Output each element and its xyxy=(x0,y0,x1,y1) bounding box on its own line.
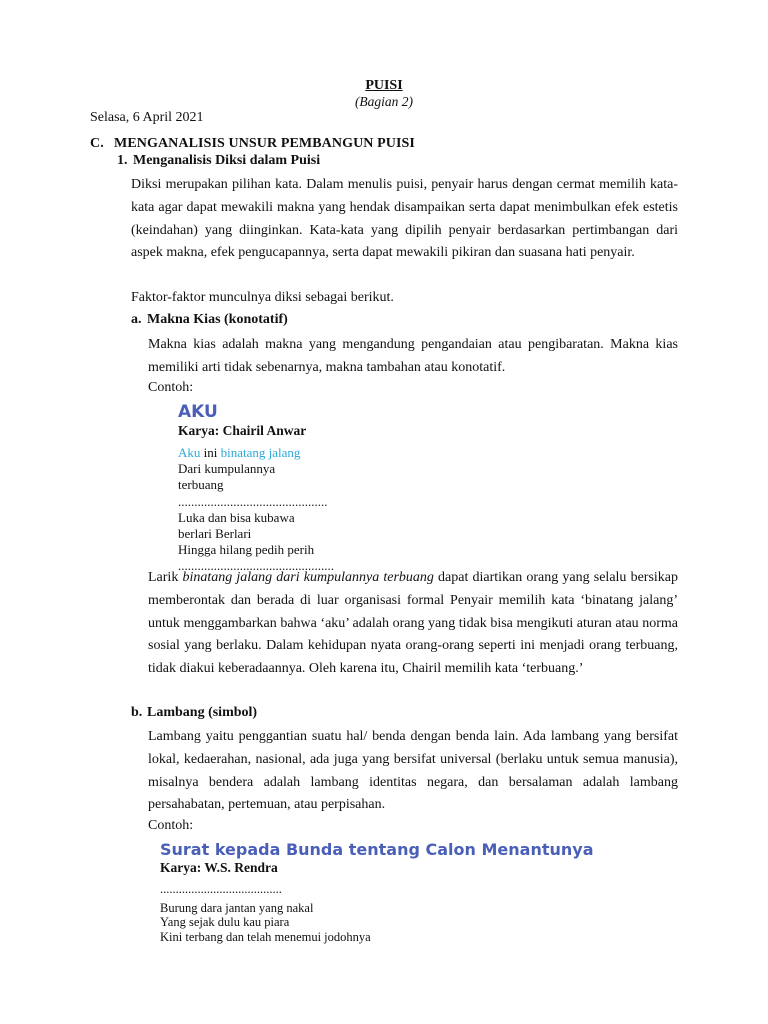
poem-word: ini xyxy=(203,445,218,460)
page-subtitle: (Bagian 2) xyxy=(354,94,414,109)
makna-kias-paragraph: Makna kias adalah makna yang mengandung pengandaian atau pengibaratan. Makna kias memiliki arti tidak sebenarnya, makna tambahan atau konotatif. xyxy=(148,337,678,375)
poem-title-aku: AKU xyxy=(178,402,218,422)
analysis-paragraph xyxy=(148,567,678,681)
poem-line: Yang sejak dulu kau piara xyxy=(160,915,290,929)
item-a-title: Makna Kias (konotatif) xyxy=(147,312,288,327)
poem-author-surat: Karya: W.S. Rendra xyxy=(160,860,278,875)
analysis-rest: dapat diartikan orang yang selalu bersikap memberontak dan berada di luar organisasi formal Penyair memilih kata ‘binatang jalang’ untuk menggambarkan bahwa ‘aku’ adalah orang yang tidak bisa mengikuti aturan atau norma sosial yang berlaku. Dalam kehidupan nyata orang-orang seperti ini menjadi orang terbuang, tidak diakui keberadaannya. Oleh karena itu, Chairil memilih kata ‘terbuang.’ xyxy=(148,570,678,677)
subsection-heading xyxy=(117,153,320,169)
poem-line: Burung dara jantan yang nakal xyxy=(160,900,314,915)
poem-line: Luka dan bisa kubawa xyxy=(178,509,295,525)
diksi-paragraph: Diksi merupakan pilihan kata. Dalam menulis puisi, penyair harus dengan cermat memilih kata- kata agar dapat mewakili makna yang hendak disampaikan serta dapat menimbulkan efek estetis (keindahan) yang diinginkan. Kata-kata yang dipilih penyair berdasarkan pertimbangan dari aspek makna, efek pengucapannya, serta dapat mewakili pikiran dan suasana hati penyair. xyxy=(131,177,678,261)
analysis-italic: binatang jalang dari kumpulannya terbuang xyxy=(182,570,434,585)
faktor-lead: Faktor-faktor munculnya diksi sebagai berikut. xyxy=(131,290,394,305)
item-b-title: Lambang (simbol) xyxy=(147,705,258,720)
subsection-title: Menganalisis Diksi dalam Puisi xyxy=(133,153,321,168)
poem-author-aku: Karya: Chairil Anwar xyxy=(178,423,307,438)
section-heading xyxy=(90,136,415,152)
poem-line: Kini terbang dan telah menemui jodohnya xyxy=(160,929,371,944)
poem-line xyxy=(178,445,334,461)
poem-ellipsis: .............................................. xyxy=(178,493,328,509)
item-a-heading xyxy=(131,312,288,328)
subsection-number: 1. xyxy=(117,153,128,168)
analysis-start: Larik xyxy=(148,570,183,585)
section-letter: C. xyxy=(90,136,104,151)
poem-aku-body xyxy=(178,445,334,575)
section-title: MENGANALISIS UNSUR PEMBANGUN PUISI xyxy=(114,136,415,151)
date-line: Selasa, 6 April 2021 xyxy=(90,110,204,125)
poem-surat-body xyxy=(160,882,371,944)
poem-line: Hingga hilang pedih perih xyxy=(178,542,315,558)
contoh-label-b: Contoh: xyxy=(148,818,194,833)
page-title: PUISI xyxy=(365,78,403,93)
highlight-word: binatang jalang xyxy=(220,445,301,460)
item-b-heading xyxy=(131,705,257,721)
poem-line: terbuang xyxy=(178,477,224,493)
highlight-word: Aku xyxy=(178,445,201,460)
lambang-paragraph: Lambang yaitu penggantian suatu hal/ benda dengan benda lain. Ada lambang yang bersifat lokal, kedaerahan, nasional, ada juga yang bersifat universal (berlaku untuk semua manusia), misalnya bendera adalah lambang identitas negara, dan bersalaman adalah lambang persahabatan, pertemuan, atau perpisahan. xyxy=(148,729,678,813)
poem-line: berlari Berlari xyxy=(178,526,252,542)
poem-line: Dari kumpulannya xyxy=(178,461,276,477)
item-a-label: a. xyxy=(131,312,142,327)
poem-ellipsis: ....................................... xyxy=(160,882,282,896)
poem-ellipsis: ................................................ xyxy=(178,558,334,574)
poem-title-surat: Surat kepada Bunda tentang Calon Menantunya xyxy=(160,840,594,859)
item-b-label: b. xyxy=(131,705,143,720)
contoh-label-a: Contoh: xyxy=(148,380,194,395)
